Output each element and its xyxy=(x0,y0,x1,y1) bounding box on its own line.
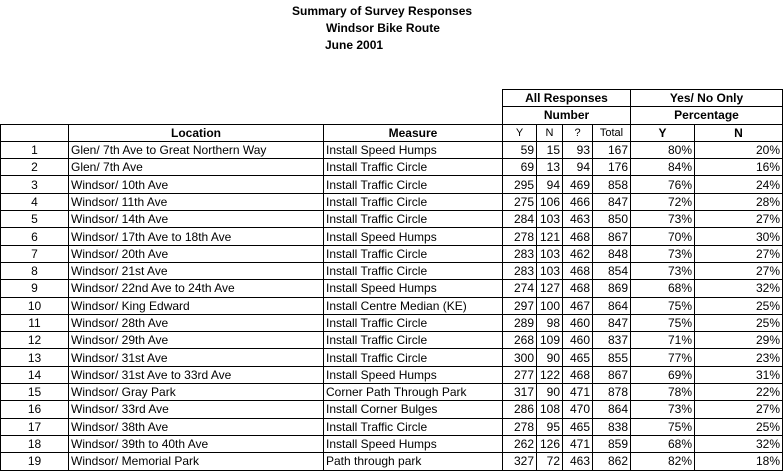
no-count-cell: 122 xyxy=(537,366,563,383)
pct-no-cell: 28% xyxy=(695,193,783,210)
measure-cell: Install Traffic Circle xyxy=(324,332,503,349)
measure-cell: Install Speed Humps xyxy=(324,280,503,297)
pct-no-cell: 22% xyxy=(695,384,783,401)
no-count-cell: 15 xyxy=(537,141,563,158)
measure-cell: Install Traffic Circle xyxy=(324,418,503,435)
pct-yes-cell: 73% xyxy=(631,245,695,262)
location-cell: Windsor/ 31st Ave xyxy=(69,349,324,366)
pct-no-cell: 27% xyxy=(695,262,783,279)
total-cell: 854 xyxy=(593,262,631,279)
total-cell: 878 xyxy=(593,384,631,401)
pct-yes-cell: 68% xyxy=(631,435,695,452)
pct-yes-cell: 73% xyxy=(631,401,695,418)
num-header xyxy=(1,124,69,141)
pct-no-cell: 24% xyxy=(695,176,783,193)
unsure-count-cell: 467 xyxy=(563,297,593,314)
unsure-count-cell: 470 xyxy=(563,401,593,418)
location-cell: Windsor/ 38th Ave xyxy=(69,418,324,435)
unsure-count-cell: 471 xyxy=(563,384,593,401)
yes-count-cell: 275 xyxy=(503,193,537,210)
survey-table xyxy=(0,89,783,471)
row-number: 16 xyxy=(1,401,69,418)
yes-count-cell: 262 xyxy=(503,435,537,452)
unsure-count-cell: 460 xyxy=(563,314,593,331)
location-cell: Windsor/ Gray Park xyxy=(69,384,324,401)
unsure-count-cell: 93 xyxy=(563,141,593,158)
number-header: Number xyxy=(503,107,631,124)
no-count-cell: 98 xyxy=(537,314,563,331)
yes-count-cell: 295 xyxy=(503,176,537,193)
row-number: 13 xyxy=(1,349,69,366)
report-date: June 2001 xyxy=(325,38,384,52)
pct-yes-cell: 75% xyxy=(631,297,695,314)
table-row xyxy=(1,245,783,262)
pct-yes-cell: 71% xyxy=(631,332,695,349)
table-row xyxy=(1,262,783,279)
unsure-count-cell: 466 xyxy=(563,193,593,210)
header-row-columns xyxy=(1,124,783,141)
no-count-cell: 72 xyxy=(537,453,563,470)
measure-cell: Install Traffic Circle xyxy=(324,349,503,366)
pct-no-cell: 18% xyxy=(695,453,783,470)
table-row xyxy=(1,211,783,228)
total-cell: 867 xyxy=(593,366,631,383)
unsure-count-cell: 469 xyxy=(563,176,593,193)
unsure-count-cell: 463 xyxy=(563,453,593,470)
total-cell: 862 xyxy=(593,453,631,470)
yes-count-cell: 286 xyxy=(503,401,537,418)
table-row xyxy=(1,141,783,158)
pct-no-cell: 23% xyxy=(695,349,783,366)
pct-n-header: N xyxy=(695,124,783,141)
no-count-cell: 106 xyxy=(537,193,563,210)
row-number: 19 xyxy=(1,453,69,470)
n-header: N xyxy=(537,124,563,141)
pct-yes-cell: 73% xyxy=(631,211,695,228)
location-cell: Windsor/ 14th Ave xyxy=(69,211,324,228)
location-cell: Windsor/ 20th Ave xyxy=(69,245,324,262)
row-number: 15 xyxy=(1,384,69,401)
blank-cell xyxy=(1,107,503,124)
pct-yes-cell: 76% xyxy=(631,176,695,193)
location-cell: Windsor/ 39th to 40th Ave xyxy=(69,435,324,452)
total-cell: 850 xyxy=(593,211,631,228)
pct-no-cell: 29% xyxy=(695,332,783,349)
location-cell: Glen/ 7th Ave xyxy=(69,159,324,176)
yes-count-cell: 297 xyxy=(503,297,537,314)
measure-cell: Install Traffic Circle xyxy=(324,193,503,210)
yes-count-cell: 69 xyxy=(503,159,537,176)
total-cell: 837 xyxy=(593,332,631,349)
header-row-group xyxy=(1,90,783,107)
location-cell: Windsor/ 17th Ave to 18th Ave xyxy=(69,228,324,245)
no-count-cell: 94 xyxy=(537,176,563,193)
header-row-subgroup xyxy=(1,107,783,124)
pct-yes-cell: 75% xyxy=(631,314,695,331)
total-cell: 848 xyxy=(593,245,631,262)
table-row xyxy=(1,418,783,435)
pct-yes-cell: 82% xyxy=(631,453,695,470)
q-header: ? xyxy=(563,124,593,141)
location-cell: Windsor/ 28th Ave xyxy=(69,314,324,331)
row-number: 9 xyxy=(1,280,69,297)
no-count-cell: 103 xyxy=(537,262,563,279)
pct-no-cell: 32% xyxy=(695,280,783,297)
total-header: Total xyxy=(593,124,631,141)
table-row xyxy=(1,332,783,349)
pct-yes-cell: 78% xyxy=(631,384,695,401)
location-cell: Windsor/ 10th Ave xyxy=(69,176,324,193)
row-number: 4 xyxy=(1,193,69,210)
table-row xyxy=(1,435,783,452)
location-cell: Windsor/ 33rd Ave xyxy=(69,401,324,418)
row-number: 10 xyxy=(1,297,69,314)
measure-cell: Install Speed Humps xyxy=(324,228,503,245)
yes-count-cell: 317 xyxy=(503,384,537,401)
unsure-count-cell: 471 xyxy=(563,435,593,452)
report-title: Summary of Survey Responses xyxy=(292,4,473,18)
location-cell: Windsor/ 29th Ave xyxy=(69,332,324,349)
no-count-cell: 13 xyxy=(537,159,563,176)
location-cell: Windsor/ Memorial Park xyxy=(69,453,324,470)
measure-cell: Install Centre Median (KE) xyxy=(324,297,503,314)
survey-table-body xyxy=(1,90,783,471)
yes-count-cell: 277 xyxy=(503,366,537,383)
table-row xyxy=(1,228,783,245)
total-cell: 847 xyxy=(593,193,631,210)
table-row xyxy=(1,349,783,366)
table-row xyxy=(1,453,783,470)
measure-cell: Install Corner Bulges xyxy=(324,401,503,418)
unsure-count-cell: 463 xyxy=(563,211,593,228)
measure-cell: Install Speed Humps xyxy=(324,366,503,383)
table-row xyxy=(1,280,783,297)
no-count-cell: 121 xyxy=(537,228,563,245)
unsure-count-cell: 460 xyxy=(563,332,593,349)
measure-cell: Path through park xyxy=(324,453,503,470)
measure-header: Measure xyxy=(324,124,503,141)
pct-yes-cell: 70% xyxy=(631,228,695,245)
pct-no-cell: 27% xyxy=(695,211,783,228)
pct-no-cell: 16% xyxy=(695,159,783,176)
yes-count-cell: 300 xyxy=(503,349,537,366)
yes-count-cell: 283 xyxy=(503,245,537,262)
pct-yes-cell: 69% xyxy=(631,366,695,383)
no-count-cell: 109 xyxy=(537,332,563,349)
location-cell: Windsor/ 21st Ave xyxy=(69,262,324,279)
yes-count-cell: 284 xyxy=(503,211,537,228)
row-number: 8 xyxy=(1,262,69,279)
measure-cell: Install Traffic Circle xyxy=(324,245,503,262)
measure-cell: Install Traffic Circle xyxy=(324,314,503,331)
no-count-cell: 108 xyxy=(537,401,563,418)
total-cell: 855 xyxy=(593,349,631,366)
measure-cell: Corner Path Through Park xyxy=(324,384,503,401)
location-cell: Windsor/ 22nd Ave to 24th Ave xyxy=(69,280,324,297)
pct-no-cell: 25% xyxy=(695,314,783,331)
row-number: 2 xyxy=(1,159,69,176)
pct-no-cell: 30% xyxy=(695,228,783,245)
table-row xyxy=(1,366,783,383)
location-header: Location xyxy=(69,124,324,141)
table-row xyxy=(1,384,783,401)
percentage-header: Percentage xyxy=(631,107,783,124)
no-count-cell: 103 xyxy=(537,211,563,228)
total-cell: 176 xyxy=(593,159,631,176)
yes-count-cell: 283 xyxy=(503,262,537,279)
row-number: 1 xyxy=(1,141,69,158)
row-number: 11 xyxy=(1,314,69,331)
report-subtitle: Windsor Bike Route xyxy=(326,21,440,35)
unsure-count-cell: 462 xyxy=(563,245,593,262)
pct-no-cell: 27% xyxy=(695,401,783,418)
no-count-cell: 90 xyxy=(537,349,563,366)
total-cell: 867 xyxy=(593,228,631,245)
unsure-count-cell: 468 xyxy=(563,280,593,297)
yes-count-cell: 278 xyxy=(503,418,537,435)
unsure-count-cell: 468 xyxy=(563,262,593,279)
measure-cell: Install Traffic Circle xyxy=(324,262,503,279)
yes-count-cell: 289 xyxy=(503,314,537,331)
table-row xyxy=(1,314,783,331)
pct-no-cell: 20% xyxy=(695,141,783,158)
measure-cell: Install Traffic Circle xyxy=(324,211,503,228)
measure-cell: Install Speed Humps xyxy=(324,435,503,452)
no-count-cell: 100 xyxy=(537,297,563,314)
measure-cell: Install Traffic Circle xyxy=(324,159,503,176)
location-cell: Windsor/ 31st Ave to 33rd Ave xyxy=(69,366,324,383)
table-row xyxy=(1,193,783,210)
unsure-count-cell: 465 xyxy=(563,418,593,435)
no-count-cell: 95 xyxy=(537,418,563,435)
measure-cell: Install Speed Humps xyxy=(324,141,503,158)
pct-no-cell: 32% xyxy=(695,435,783,452)
location-cell: Windsor/ King Edward xyxy=(69,297,324,314)
pct-yes-cell: 84% xyxy=(631,159,695,176)
table-row xyxy=(1,159,783,176)
pct-yes-cell: 68% xyxy=(631,280,695,297)
row-number: 12 xyxy=(1,332,69,349)
row-number: 6 xyxy=(1,228,69,245)
row-number: 18 xyxy=(1,435,69,452)
report-title-block xyxy=(250,3,530,54)
unsure-count-cell: 94 xyxy=(563,159,593,176)
measure-cell: Install Traffic Circle xyxy=(324,176,503,193)
pct-yes-cell: 72% xyxy=(631,193,695,210)
no-count-cell: 127 xyxy=(537,280,563,297)
row-number: 7 xyxy=(1,245,69,262)
yes-no-only-header: Yes/ No Only xyxy=(631,90,783,107)
total-cell: 864 xyxy=(593,401,631,418)
total-cell: 859 xyxy=(593,435,631,452)
pct-yes-cell: 75% xyxy=(631,418,695,435)
unsure-count-cell: 468 xyxy=(563,366,593,383)
total-cell: 869 xyxy=(593,280,631,297)
yes-count-cell: 268 xyxy=(503,332,537,349)
no-count-cell: 90 xyxy=(537,384,563,401)
no-count-cell: 126 xyxy=(537,435,563,452)
table-row xyxy=(1,401,783,418)
total-cell: 167 xyxy=(593,141,631,158)
yes-count-cell: 278 xyxy=(503,228,537,245)
pct-no-cell: 25% xyxy=(695,297,783,314)
location-cell: Windsor/ 11th Ave xyxy=(69,193,324,210)
row-number: 14 xyxy=(1,366,69,383)
pct-yes-cell: 80% xyxy=(631,141,695,158)
no-count-cell: 103 xyxy=(537,245,563,262)
row-number: 17 xyxy=(1,418,69,435)
y-header: Y xyxy=(503,124,537,141)
row-number: 3 xyxy=(1,176,69,193)
all-responses-header: All Responses xyxy=(503,90,631,107)
pct-yes-cell: 73% xyxy=(631,262,695,279)
yes-count-cell: 327 xyxy=(503,453,537,470)
table-row xyxy=(1,297,783,314)
yes-count-cell: 59 xyxy=(503,141,537,158)
unsure-count-cell: 468 xyxy=(563,228,593,245)
pct-no-cell: 27% xyxy=(695,245,783,262)
total-cell: 838 xyxy=(593,418,631,435)
blank-cell xyxy=(1,90,503,107)
location-cell: Glen/ 7th Ave to Great Northern Way xyxy=(69,141,324,158)
pct-yes-cell: 77% xyxy=(631,349,695,366)
unsure-count-cell: 465 xyxy=(563,349,593,366)
row-number: 5 xyxy=(1,211,69,228)
total-cell: 864 xyxy=(593,297,631,314)
pct-no-cell: 31% xyxy=(695,366,783,383)
total-cell: 847 xyxy=(593,314,631,331)
pct-no-cell: 25% xyxy=(695,418,783,435)
pct-y-header: Y xyxy=(631,124,695,141)
table-row xyxy=(1,176,783,193)
yes-count-cell: 274 xyxy=(503,280,537,297)
total-cell: 858 xyxy=(593,176,631,193)
